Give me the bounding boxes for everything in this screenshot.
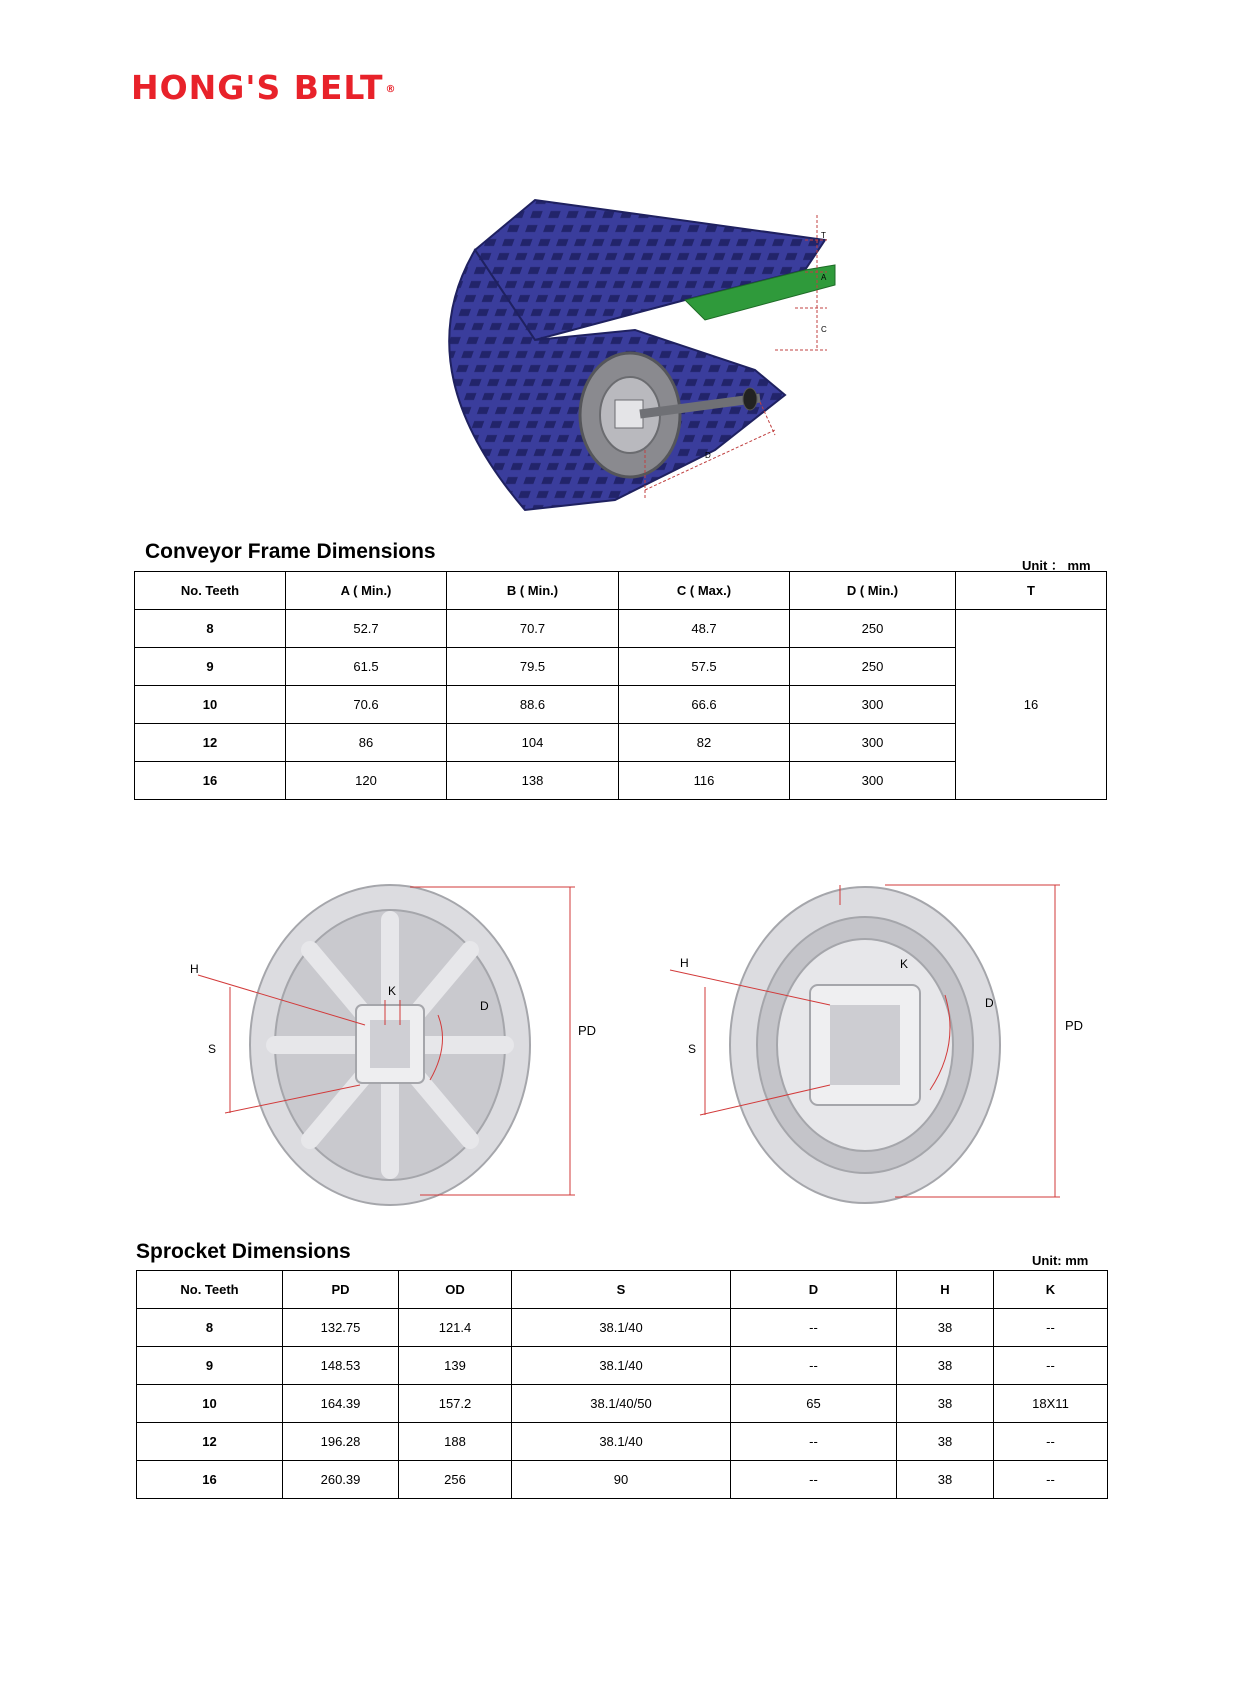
sprocket-ring-illustration xyxy=(660,875,1084,1215)
table-row xyxy=(137,1423,1108,1461)
cell-k: -- xyxy=(994,1309,1108,1347)
header-h: H xyxy=(897,1271,994,1309)
cell-teeth: 9 xyxy=(137,1347,283,1385)
k-label-1: K xyxy=(388,984,397,998)
table-row xyxy=(137,1309,1108,1347)
conveyor-section-title: Conveyor Frame Dimensions xyxy=(145,540,436,563)
cell-od: 157.2 xyxy=(399,1385,512,1423)
cell-teeth: 8 xyxy=(135,610,286,648)
cell-c: 48.7 xyxy=(619,610,790,648)
d-label-2: D xyxy=(985,996,994,1010)
cell-teeth: 10 xyxy=(135,686,286,724)
cell-od: 256 xyxy=(399,1461,512,1499)
cell-c: 57.5 xyxy=(619,648,790,686)
cell-b: 70.7 xyxy=(447,610,619,648)
cell-teeth: 10 xyxy=(137,1385,283,1423)
brand-name: HONG'S BELT xyxy=(131,68,384,107)
sprocket-table xyxy=(136,1270,1108,1499)
cell-d: 250 xyxy=(790,610,956,648)
cell-h: 38 xyxy=(897,1461,994,1499)
cell-teeth: 16 xyxy=(135,762,286,800)
pd-label-1: PD xyxy=(578,1023,597,1038)
cell-pd: 132.75 xyxy=(283,1309,399,1347)
cell-pd: 196.28 xyxy=(283,1423,399,1461)
s-label-1: S xyxy=(208,1042,217,1056)
header-d: D xyxy=(731,1271,897,1309)
conveyor-unit: Unit ： mm xyxy=(1022,558,1091,573)
brand-logo xyxy=(131,68,397,108)
cell-h: 38 xyxy=(897,1385,994,1423)
table-row xyxy=(137,1385,1108,1423)
cell-teeth: 9 xyxy=(135,648,286,686)
h-label-2: H xyxy=(680,956,689,970)
cell-teeth: 12 xyxy=(135,724,286,762)
cell-s: 38.1/40 xyxy=(512,1347,731,1385)
cell-b: 104 xyxy=(447,724,619,762)
table-row xyxy=(137,1461,1108,1499)
header-c-max: C ( Max.) xyxy=(619,572,790,610)
header-a-min: A ( Min.) xyxy=(286,572,447,610)
cell-k: -- xyxy=(994,1461,1108,1499)
dim-label-d: D xyxy=(705,451,711,460)
header-b-min: B ( Min.) xyxy=(447,572,619,610)
header-no-teeth: No. Teeth xyxy=(137,1271,283,1309)
cell-h: 38 xyxy=(897,1309,994,1347)
cell-b: 79.5 xyxy=(447,648,619,686)
cell-a: 70.6 xyxy=(286,686,447,724)
cell-d: 250 xyxy=(790,648,956,686)
cell-h: 38 xyxy=(897,1423,994,1461)
conveyor-belt-illustration xyxy=(415,180,875,540)
table-header-row xyxy=(135,572,1107,610)
cell-s: 38.1/40 xyxy=(512,1309,731,1347)
cell-pd: 148.53 xyxy=(283,1347,399,1385)
header-no-teeth: No. Teeth xyxy=(135,572,286,610)
header-d-min: D ( Min.) xyxy=(790,572,956,610)
cell-d: 300 xyxy=(790,686,956,724)
cell-pd: 164.39 xyxy=(283,1385,399,1423)
header-pd: PD xyxy=(283,1271,399,1309)
cell-d: -- xyxy=(731,1347,897,1385)
cell-t-merged: 16 xyxy=(956,610,1107,800)
sprocket-spoked-illustration xyxy=(180,875,600,1215)
cell-k: -- xyxy=(994,1347,1108,1385)
header-t: T xyxy=(956,572,1107,610)
cell-d: 300 xyxy=(790,724,956,762)
registered-mark: ® xyxy=(385,84,397,95)
cell-c: 116 xyxy=(619,762,790,800)
dim-label-a: A xyxy=(821,273,827,282)
cell-d: -- xyxy=(731,1461,897,1499)
table-row xyxy=(135,610,1107,648)
dim-label-t: T xyxy=(821,231,826,240)
cell-k: -- xyxy=(994,1423,1108,1461)
cell-d: 65 xyxy=(731,1385,897,1423)
cell-teeth: 8 xyxy=(137,1309,283,1347)
header-od: OD xyxy=(399,1271,512,1309)
cell-c: 82 xyxy=(619,724,790,762)
table-row xyxy=(137,1347,1108,1385)
cell-pd: 260.39 xyxy=(283,1461,399,1499)
s-label-2: S xyxy=(688,1042,697,1056)
header-s: S xyxy=(512,1271,731,1309)
cell-d: -- xyxy=(731,1309,897,1347)
cell-s: 38.1/40/50 xyxy=(512,1385,731,1423)
cell-od: 139 xyxy=(399,1347,512,1385)
h-label-1: H xyxy=(190,962,199,976)
cell-teeth: 12 xyxy=(137,1423,283,1461)
k-label-2: K xyxy=(900,957,909,971)
sprocket-unit: Unit: mm xyxy=(1032,1253,1089,1268)
header-k: K xyxy=(994,1271,1108,1309)
cell-s: 38.1/40 xyxy=(512,1423,731,1461)
cell-a: 52.7 xyxy=(286,610,447,648)
cell-od: 188 xyxy=(399,1423,512,1461)
cell-k: 18X11 xyxy=(994,1385,1108,1423)
cell-d: 300 xyxy=(790,762,956,800)
cell-a: 61.5 xyxy=(286,648,447,686)
d-label-1: D xyxy=(480,999,489,1013)
cell-h: 38 xyxy=(897,1347,994,1385)
cell-od: 121.4 xyxy=(399,1309,512,1347)
cell-a: 86 xyxy=(286,724,447,762)
cell-c: 66.6 xyxy=(619,686,790,724)
cell-teeth: 16 xyxy=(137,1461,283,1499)
cell-b: 138 xyxy=(447,762,619,800)
table-header-row xyxy=(137,1271,1108,1309)
pd-label-2: PD xyxy=(1065,1018,1084,1033)
dim-label-c: C xyxy=(821,325,827,334)
cell-b: 88.6 xyxy=(447,686,619,724)
conveyor-frame-table xyxy=(134,571,1107,800)
cell-d: -- xyxy=(731,1423,897,1461)
cell-s: 90 xyxy=(512,1461,731,1499)
sprocket-section-title: Sprocket Dimensions xyxy=(136,1240,351,1263)
cell-a: 120 xyxy=(286,762,447,800)
